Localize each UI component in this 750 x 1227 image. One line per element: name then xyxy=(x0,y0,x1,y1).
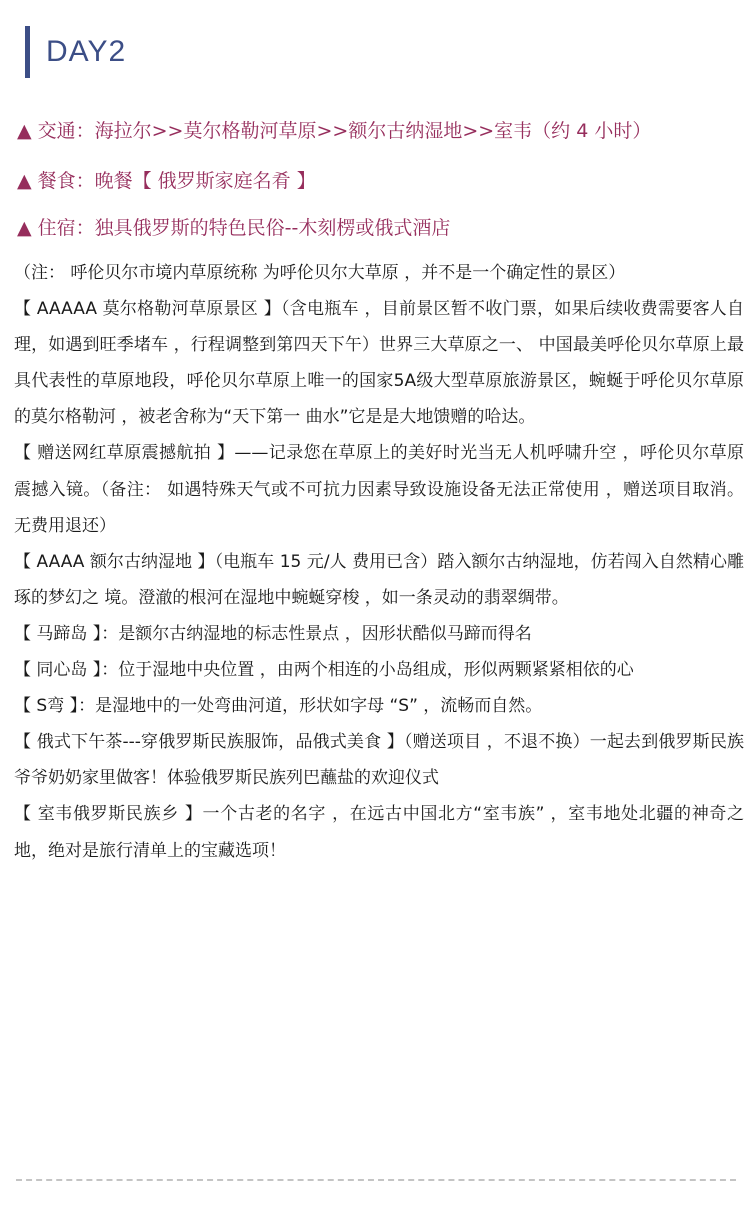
paragraph-shiwei-township: 【 室韦俄罗斯民族乡 】一个古老的名字 ，在远古中国北方“室韦族” ，室韦地处北疆的神奇之地，绝对是旅行清单上的宝藏选项！ xyxy=(14,804,744,861)
triangle-icon: ▲ xyxy=(17,120,32,142)
highlight-value: 独具俄罗斯的特色民俗--木刻楞或俄式酒店 xyxy=(94,217,451,239)
paragraph-erguna-wetland: 【 AAAA 额尔古纳湿地 】（电瓶车 15 元/人 费用已含）踏入额尔古纳湿地，仿若闯入自然精心雕琢的梦幻之 境。澄澈的根河在湿地中蜿蜒穿梭 ，如一条灵动的翡翠绸带。 xyxy=(14,551,744,608)
triangle-icon: ▲ xyxy=(17,170,32,192)
highlight-label: 住宿： xyxy=(37,217,95,239)
day-title: DAY2 xyxy=(46,35,127,68)
paragraph-horseshoe-island: 【 马蹄岛 】：是额尔古纳湿地的标志性景点 ，因形状酷似马蹄而得名 xyxy=(14,623,532,644)
highlight-value: 海拉尔>>莫尔格勒河草原>>额尔古纳湿地>>室韦（约 4 小时） xyxy=(94,120,652,142)
highlight-label: 交通： xyxy=(37,120,95,142)
dashed-divider xyxy=(16,1179,736,1181)
paragraph-morgele-river: 【 AAAAA 莫尔格勒河草原景区 】（含电瓶车 ，目前景区暂不收门票，如果后续收费需要客人自理，如遇到旺季堵车 ，行程调整到第四天下午）世界三大草原之一、 中国最美呼伦贝尔草原上最具代表性的草原地段，呼伦贝尔草原上唯一的国家5A级大型草原旅游景区，蜿蜒于呼伦贝尔草原的莫尔格勒河 ，被老舍称为“天下第一 曲水”它是是大地馈赠的哈达。 xyxy=(14,299,744,428)
itinerary-body xyxy=(14,255,744,869)
day-accent-bar xyxy=(25,26,30,78)
note-paragraph: （注： 呼伦贝尔市境内草原统称 为呼伦贝尔大草原 ，并不是一个确定性的景区） xyxy=(14,263,626,283)
highlight-transport xyxy=(17,116,651,143)
highlight-label: 餐食： xyxy=(37,170,95,192)
paragraph-heart-island: 【 同心岛 】：位于湿地中央位置 ，由两个相连的小岛组成，形似两颗紧紧相依的心 xyxy=(14,660,634,681)
highlight-lodging xyxy=(17,213,450,240)
paragraph-s-bend: 【 S弯 】：是湿地中的一处弯曲河道，形状如字母 “S” ，流畅而自然。 xyxy=(14,696,543,717)
paragraph-aerial-photo: 【 赠送网红草原震撼航拍 】——记录您在草原上的美好时光当无人机呼啸升空 ，呼伦贝尔草原震撼入镜。（备注： 如遇特殊天气或不可抗力因素导致设施设备无法正常使用 ，赠送项目取消。无费用退还） xyxy=(14,443,744,536)
highlight-value: 晚餐【 俄罗斯家庭名肴 】 xyxy=(94,170,316,192)
day-header xyxy=(25,26,126,78)
paragraph-afternoon-tea: 【 俄式下午茶---穿俄罗斯民族服饰，品俄式美食 】（赠送项目 ，不退不换）一起去到俄罗斯民族爷爷奶奶家里做客！体验俄罗斯民族列巴蘸盐的欢迎仪式 xyxy=(14,732,744,789)
triangle-icon: ▲ xyxy=(17,217,32,239)
highlight-meals xyxy=(17,166,316,193)
